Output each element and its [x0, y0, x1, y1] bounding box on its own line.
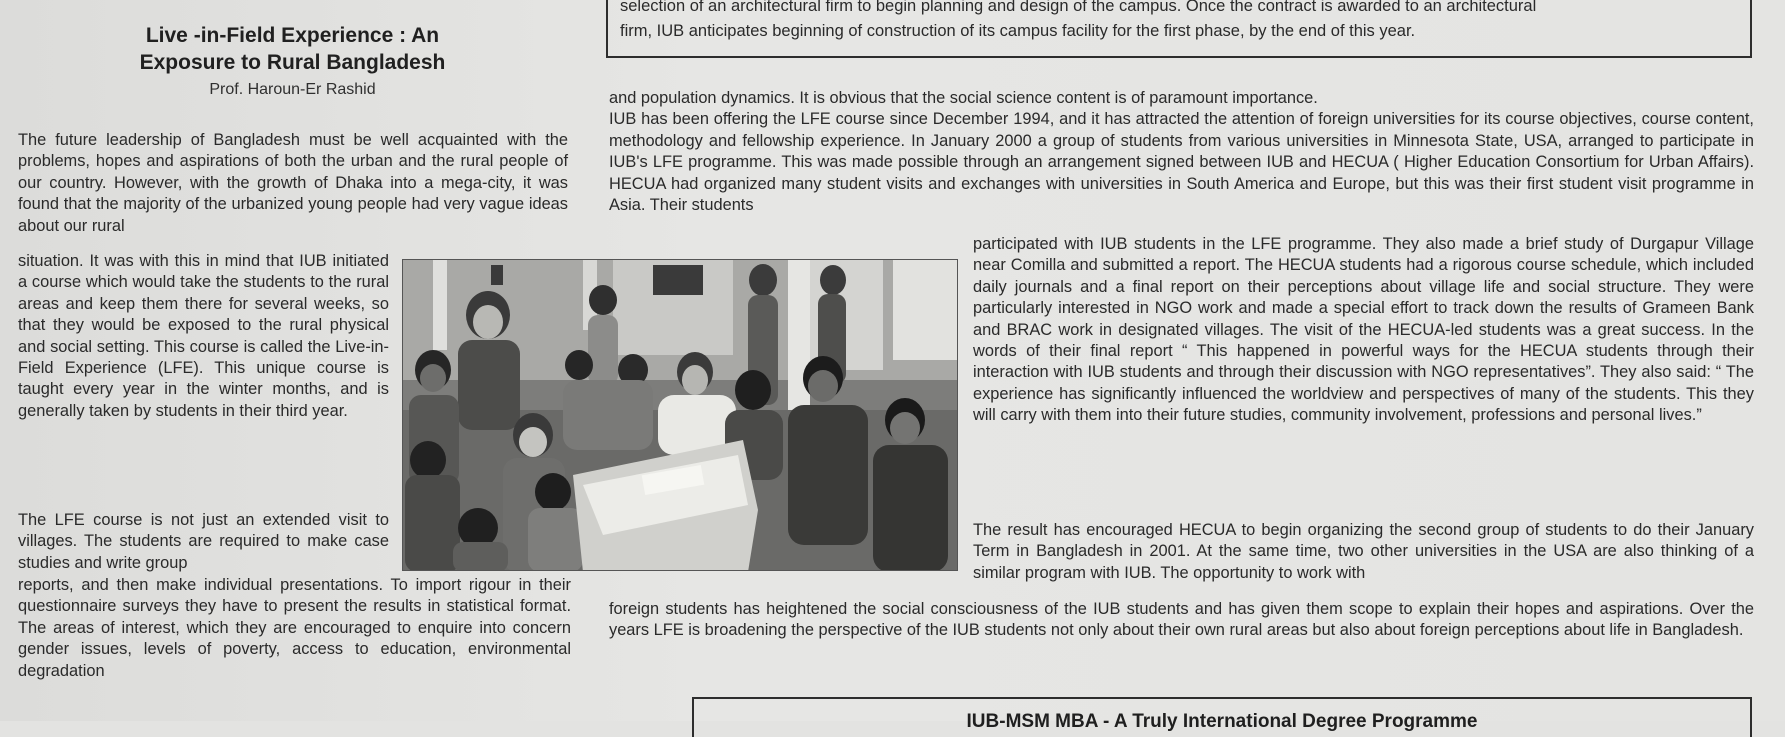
group-photo: [402, 259, 958, 571]
right-paragraph-1: and population dynamics. It is obvious that the social science content is of paramount importance.: [609, 89, 1318, 107]
right-paragraph-2-continued: participated with IUB students in the LFE programme. They also made a brief study of Durgapur Village near Comilla and submitted a report. The HECUA students had a rigorous course schedule, which included daily journals and a final report on their perceptions about village life and social structure. They were particularly interested in NGO work and made a special effort to track down the results of Grameen Bank and BRAC work in designated villages. The visit of the HECUA-led students was a great success. In the words of their final report “ This happened in powerful ways for the HECUA students through their interaction with IUB students and through their discussion with NGO representatives”. They also said: “ The experience has significantly influenced the worldview and perspectives of many of the students. This they will carry with them into their future studies, community involvement, professions and personal lives.”: [973, 235, 1754, 425]
right-paragraph-3: The result has encouraged HECUA to begin organizing the second group of students to do their January Term in Bangladesh in 2001. At the same time, two other universities in the USA are also thinking of a similar program with IUB. The opportunity to work with: [973, 521, 1754, 582]
top-boxed-article: [606, 0, 1752, 58]
right-column-top: [609, 88, 1754, 216]
left-paragraph-1-continued: situation. It was with this in mind that IUB initiated a course which would take the students to the rural areas and keep them there for several weeks, so that they would be exposed to the rural physical and social setting. This course is called the Live-in-Field Experience (LFE). This unique course is taught every year in the winter months, and is generally taken by students in their third year.: [18, 252, 389, 420]
left-paragraph-1: The future leadership of Bangladesh must be well acquainted with the problems, hopes and aspirations of both the urban and the rural people of our country. However, with the growth of Dhaka into a mega-city, it was found that the majority of the urbanized young people had very vague ideas about our rural: [18, 131, 568, 235]
right-paragraph-2: IUB has been offering the LFE course since December 1994, and it has attracted the attention of foreign universities for its course objectives, course content, methodology and fellowship experience. In January 2000 a group of students from various universities in Minnesota State, USA, arranged to participate in IUB's LFE programme. This was made possible through an arrangement signed between IUB and HECUA ( Higher Education Consortium for Urban Affairs). HECUA had organized many student visits and exchanges with universities in South America and Europe, but this was their first student visit programme in Asia. Their students: [609, 110, 1754, 215]
top-box-line-2: firm, IUB anticipates beginning of construction of its campus facility for the first phase, by the end of this year.: [620, 22, 1416, 40]
article-title-line-2: Exposure to Rural Bangladesh: [139, 51, 446, 74]
top-box-line-1: selection of an architectural firm to begin planning and design of the campus. Once the contract is awarded to an architectural: [620, 0, 1537, 15]
article-title: [100, 22, 485, 76]
photo-illustration: [403, 260, 958, 571]
bottom-boxed-article-title: IUB-MSM MBA - A Truly International Degree Programme: [692, 697, 1752, 737]
right-paragraph-3-continued: foreign students has heightened the social consciousness of the IUB students and has given them scope to explain their hopes and aspirations. Over the years LFE is broadening the perspective of the IUB students not only about their own rural areas but also about foreign perceptions about life in Bangladesh.: [609, 600, 1754, 640]
article-title-line-1: Live -in-Field Experience : An: [145, 24, 440, 47]
article-author: Prof. Haroun-Er Rashid: [209, 81, 376, 98]
left-paragraph-2-continued: reports, and then make individual presentations. To import rigour in their questionnaire surveys they have to present the results in statistical format. The areas of interest, which they are encouraged to enquire into concern gender issues, levels of poverty, access to education, environmental degradation: [18, 576, 571, 680]
left-paragraph-2: The LFE course is not just an extended visit to villages. The students are required to make case studies and write group: [18, 511, 389, 572]
